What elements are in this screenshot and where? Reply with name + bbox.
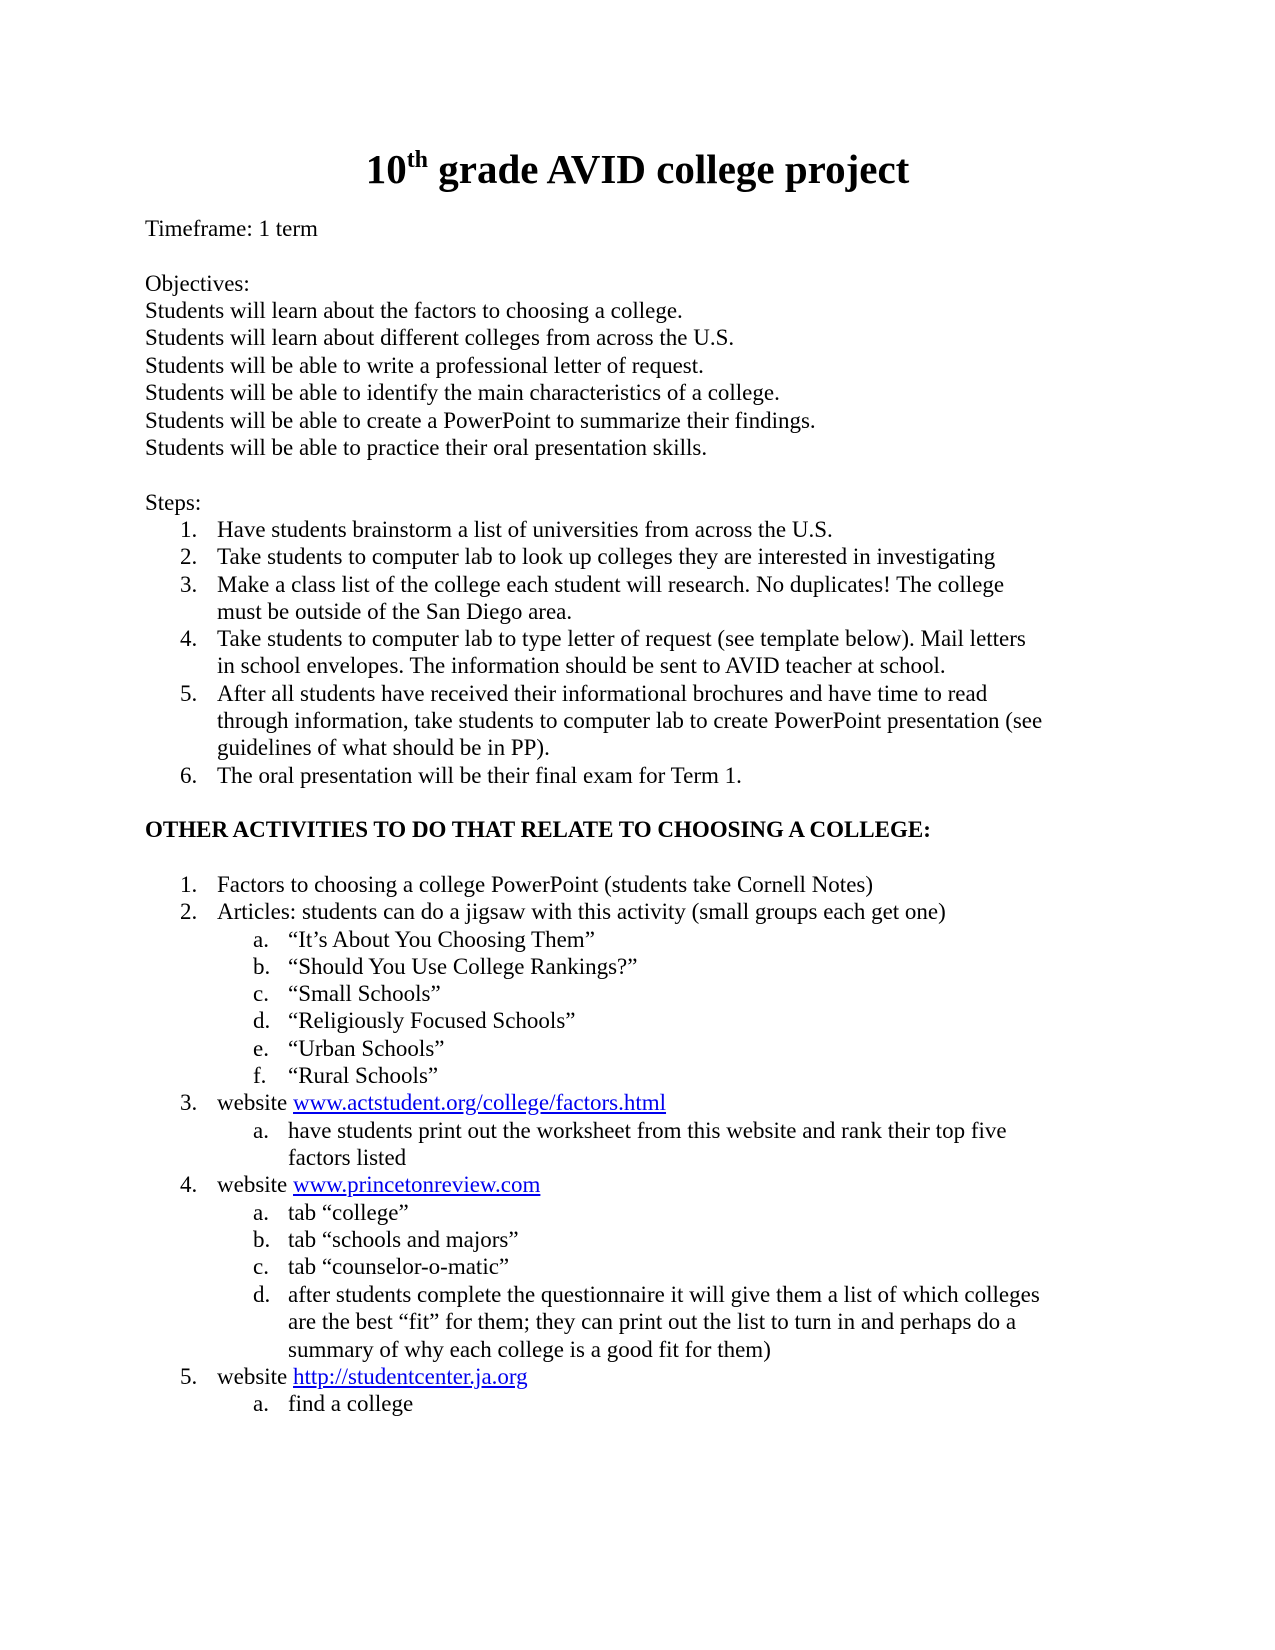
- objective-item: Students will be able to identify the main characteristics of a college.: [145, 380, 780, 405]
- activity-number: 2.: [180, 899, 198, 924]
- objective-item: Students will be able to create a PowerPoint to summarize their findings.: [145, 408, 816, 433]
- activity-number: 5.: [180, 1364, 198, 1389]
- sub-item-text: factors listed: [288, 1145, 407, 1170]
- step-text: Take students to computer lab to look up colleges they are interested in investigating: [217, 544, 996, 569]
- step-text: The oral presentation will be their final exam for Term 1.: [217, 763, 742, 788]
- article-title: “Rural Schools”: [288, 1063, 439, 1088]
- sub-item-letter: a.: [253, 1391, 269, 1416]
- website-label: website: [217, 1090, 294, 1115]
- step-text: guidelines of what should be in PP).: [217, 735, 550, 760]
- sub-item-letter: d.: [253, 1282, 271, 1307]
- sub-item-text: find a college: [288, 1391, 414, 1416]
- steps-heading: Steps:: [145, 490, 202, 515]
- timeframe: Timeframe: 1 term: [145, 216, 318, 241]
- sub-item-text: tab “schools and majors”: [288, 1227, 519, 1252]
- other-activities-heading: OTHER ACTIVITIES TO DO THAT RELATE TO CHOOSING A COLLEGE:: [145, 817, 931, 842]
- step-text: After all students have received their informational brochures and have time to read: [217, 681, 988, 706]
- article-title: “Religiously Focused Schools”: [288, 1008, 576, 1033]
- activity-number: 4.: [180, 1172, 198, 1197]
- activity-text: Articles: students can do a jigsaw with this activity (small groups each get one): [217, 899, 946, 924]
- article-title: “Should You Use College Rankings?”: [288, 954, 638, 979]
- step-number: 1.: [180, 517, 198, 542]
- sub-item-letter: a.: [253, 1118, 269, 1143]
- sub-item-text: tab “counselor-o-matic”: [288, 1254, 510, 1279]
- title-text: grade AVID college project: [428, 146, 910, 192]
- page-title: [0, 145, 1275, 193]
- sub-item-letter: c.: [253, 981, 269, 1006]
- sub-item-letter: c.: [253, 1254, 269, 1279]
- step-text: in school envelopes. The information should be sent to AVID teacher at school.: [217, 653, 946, 678]
- step-number: 2.: [180, 544, 198, 569]
- activity-number: 1.: [180, 872, 198, 897]
- article-title: “Urban Schools”: [288, 1036, 445, 1061]
- step-text: through information, take students to computer lab to create PowerPoint presentation (see: [217, 708, 1043, 733]
- step-text: Take students to computer lab to type letter of request (see template below). Mail letters: [217, 626, 1026, 651]
- activity-text: Factors to choosing a college PowerPoint (students take Cornell Notes): [217, 872, 874, 897]
- studentcenter-link[interactable]: http://studentcenter.ja.org: [293, 1364, 528, 1389]
- sub-item-text: after students complete the questionnaire it will give them a list of which colleges: [288, 1282, 1040, 1307]
- activity-text: [217, 1089, 666, 1117]
- sub-item-letter: b.: [253, 1227, 271, 1252]
- sub-item-letter: d.: [253, 1008, 271, 1033]
- step-text: Make a class list of the college each student will research. No duplicates! The college: [217, 572, 1005, 597]
- sub-item-text: tab “college”: [288, 1200, 409, 1225]
- article-title: “Small Schools”: [288, 981, 441, 1006]
- title-number: 10: [365, 146, 407, 192]
- sub-item-text: are the best “fit” for them; they can print out the list to turn in and perhaps do a: [288, 1309, 1017, 1334]
- website-label: website: [217, 1364, 294, 1389]
- objective-item: Students will learn about the factors to choosing a college.: [145, 298, 683, 323]
- objective-item: Students will learn about different colleges from across the U.S.: [145, 325, 735, 350]
- step-text: must be outside of the San Diego area.: [217, 599, 573, 624]
- step-number: 3.: [180, 572, 198, 597]
- objectives-heading: Objectives:: [145, 271, 250, 296]
- princetonreview-link[interactable]: www.princetonreview.com: [293, 1172, 541, 1197]
- sub-item-letter: a.: [253, 927, 269, 952]
- actstudent-link[interactable]: www.actstudent.org/college/factors.html: [293, 1090, 667, 1115]
- sub-item-letter: a.: [253, 1200, 269, 1225]
- step-number: 4.: [180, 626, 198, 651]
- sub-item-text: have students print out the worksheet from this website and rank their top five: [288, 1118, 1007, 1143]
- title-superscript: th: [406, 147, 429, 173]
- activity-text: [217, 1363, 528, 1391]
- sub-item-letter: e.: [253, 1036, 269, 1061]
- step-number: 5.: [180, 681, 198, 706]
- step-text: Have students brainstorm a list of universities from across the U.S.: [217, 517, 833, 542]
- sub-item-letter: f.: [253, 1063, 267, 1088]
- activity-text: [217, 1171, 540, 1199]
- step-number: 6.: [180, 763, 198, 788]
- objective-item: Students will be able to write a professional letter of request.: [145, 353, 704, 378]
- sub-item-text: summary of why each college is a good fit for them): [288, 1337, 771, 1362]
- article-title: “It’s About You Choosing Them”: [288, 927, 595, 952]
- sub-item-letter: b.: [253, 954, 271, 979]
- objective-item: Students will be able to practice their oral presentation skills.: [145, 435, 708, 460]
- activity-number: 3.: [180, 1090, 198, 1115]
- website-label: website: [217, 1172, 294, 1197]
